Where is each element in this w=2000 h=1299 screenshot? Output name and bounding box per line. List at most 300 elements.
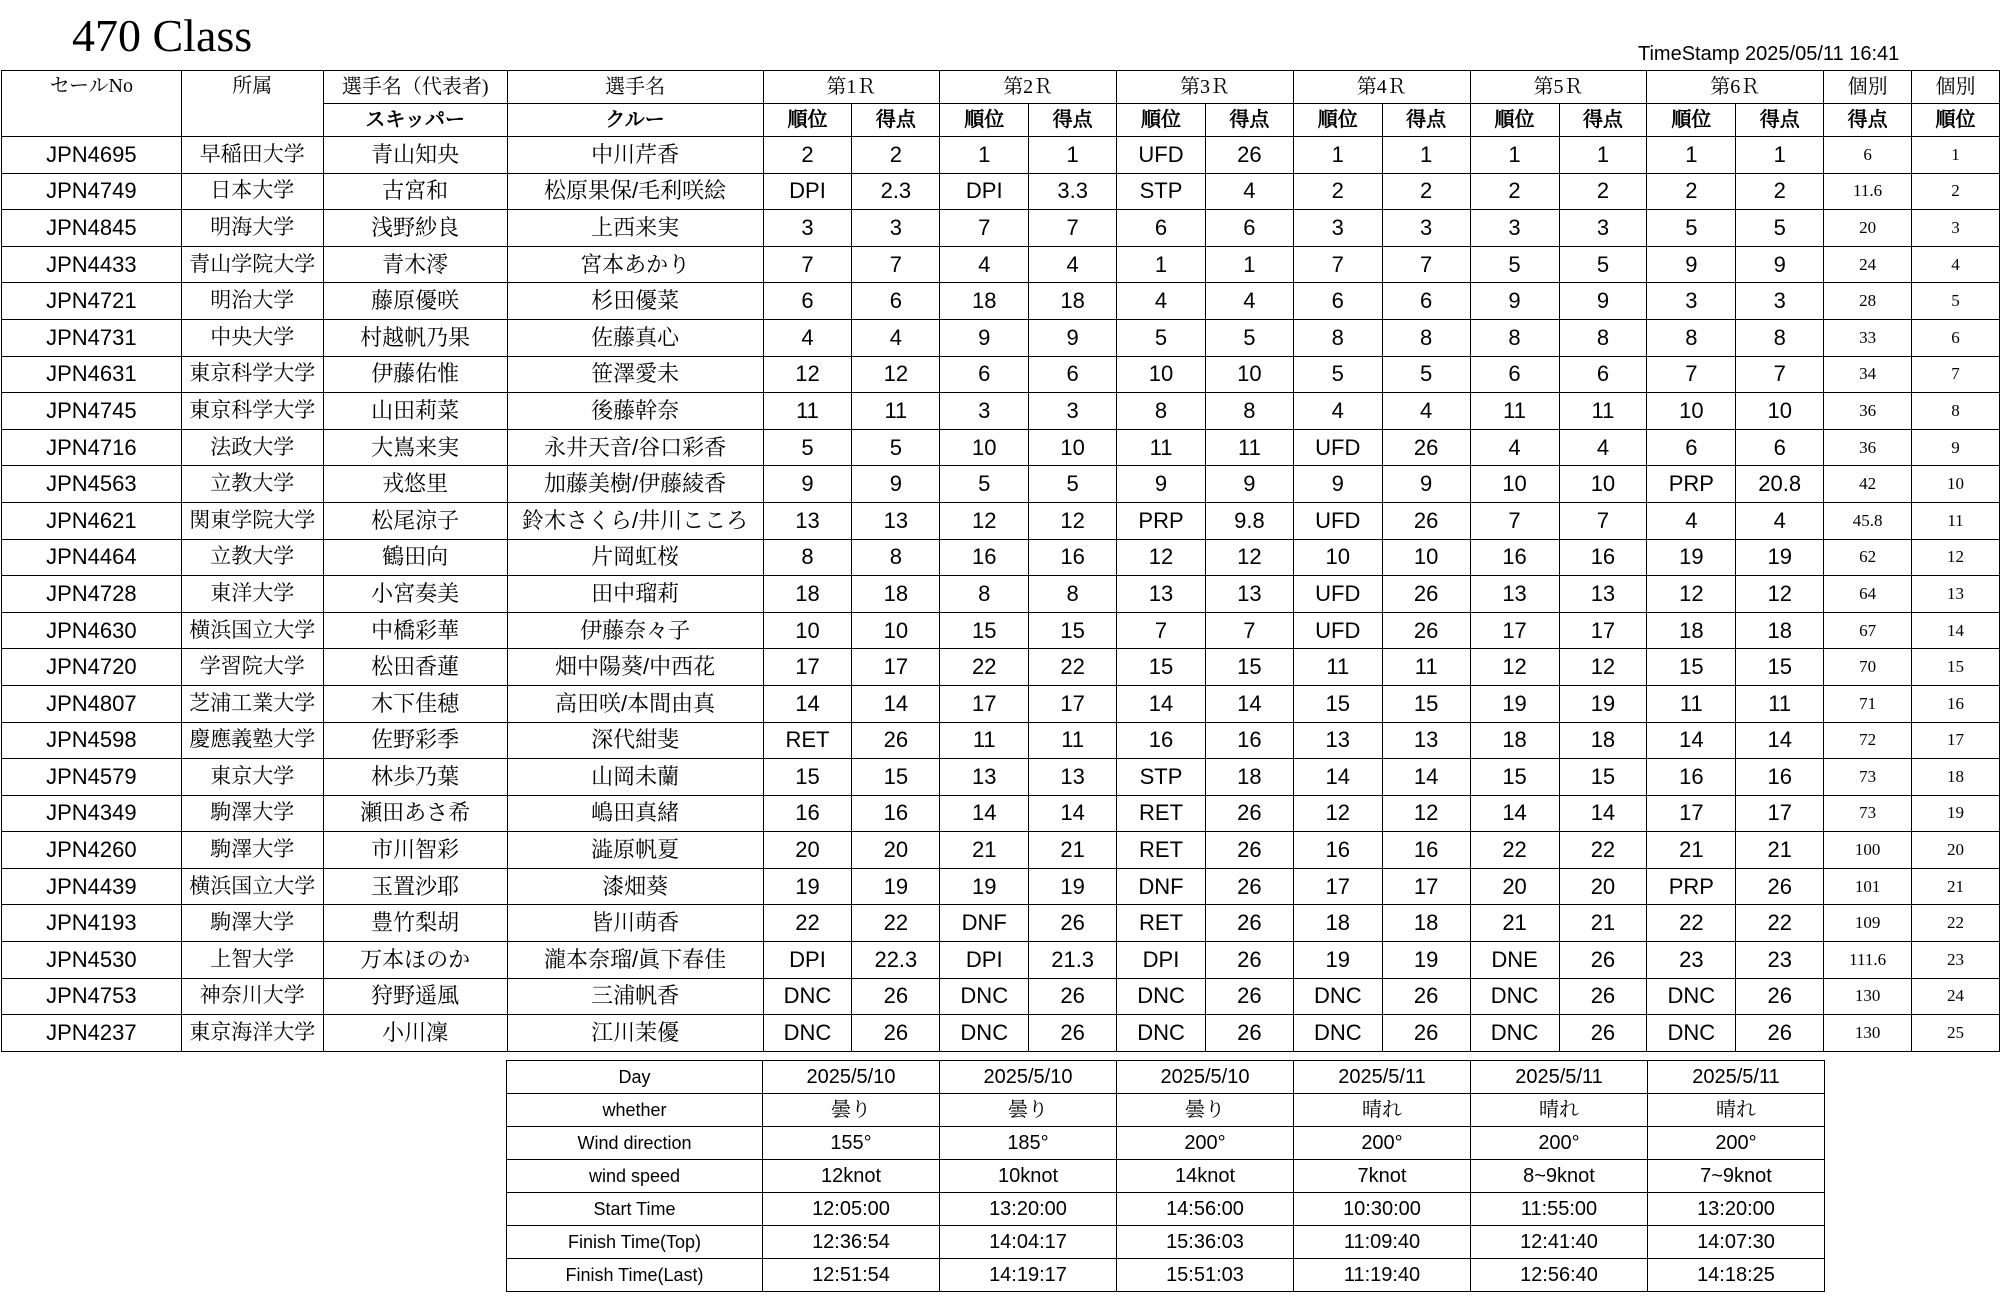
condition-race-6-value: 7~9knot	[1648, 1160, 1825, 1193]
header-points: 得点	[1736, 104, 1824, 137]
condition-race-5-value: 12:56:40	[1471, 1259, 1648, 1292]
race-1-points-cell: 13	[852, 502, 940, 539]
race-3-points-cell: 12	[1205, 539, 1293, 576]
race-1-rank-cell: 4	[763, 319, 852, 356]
affiliation-cell: 東京科学大学	[181, 393, 323, 430]
condition-row	[507, 1193, 1825, 1226]
table-row	[2, 576, 2000, 613]
total-points-cell: 71	[1824, 685, 1912, 722]
table-row	[2, 246, 2000, 283]
race-6-points-cell: 1	[1736, 137, 1824, 174]
race-5-rank-cell: 3	[1470, 210, 1559, 247]
race-6-rank-cell: 1	[1647, 137, 1736, 174]
race-2-points-cell: 3	[1029, 393, 1117, 430]
affiliation-cell: 駒澤大学	[181, 795, 323, 832]
affiliation-cell: 早稲田大学	[181, 137, 323, 174]
condition-race-6-value: 2025/5/11	[1648, 1061, 1825, 1094]
total-points-cell: 28	[1824, 283, 1912, 320]
race-5-rank-cell: 19	[1470, 685, 1559, 722]
race-6-points-cell: 11	[1736, 685, 1824, 722]
crew-cell: 嶋田真緒	[507, 795, 763, 832]
race-2-rank-cell: 9	[940, 319, 1029, 356]
table-row	[2, 722, 2000, 759]
race-4-points-cell: 11	[1382, 649, 1470, 686]
place-cell: 6	[1912, 319, 2000, 356]
affiliation-cell: 神奈川大学	[181, 978, 323, 1015]
crew-cell: 江川茉優	[507, 1015, 763, 1052]
results-body	[2, 137, 2000, 1052]
race-2-rank-cell: 10	[940, 429, 1029, 466]
total-points-cell: 20	[1824, 210, 1912, 247]
race-4-rank-cell: 5	[1293, 356, 1382, 393]
race-3-rank-cell: STP	[1117, 759, 1206, 796]
race-3-rank-cell: PRP	[1117, 502, 1206, 539]
race-4-rank-cell: 3	[1293, 210, 1382, 247]
skipper-cell: 狩野遥風	[323, 978, 507, 1015]
race-5-points-cell: 13	[1559, 576, 1647, 613]
header-indiv-rank-bottom: 順位	[1912, 104, 2000, 137]
race-6-rank-cell: 3	[1647, 283, 1736, 320]
race-6-rank-cell: 17	[1647, 795, 1736, 832]
race-1-points-cell: 8	[852, 539, 940, 576]
crew-cell: 中川芹香	[507, 137, 763, 174]
table-row	[2, 173, 2000, 210]
table-row	[2, 649, 2000, 686]
race-3-rank-cell: 14	[1117, 685, 1206, 722]
race-5-rank-cell: 12	[1470, 649, 1559, 686]
race-3-points-cell: 26	[1205, 978, 1293, 1015]
race-4-points-cell: 7	[1382, 246, 1470, 283]
race-3-rank-cell: 6	[1117, 210, 1206, 247]
race-2-rank-cell: DNF	[940, 905, 1029, 942]
crew-cell: 上西来実	[507, 210, 763, 247]
sail-no-cell: JPN4716	[2, 429, 182, 466]
race-3-points-cell: 1	[1205, 246, 1293, 283]
race-2-rank-cell: 8	[940, 576, 1029, 613]
race-1-points-cell: 26	[852, 978, 940, 1015]
race-4-rank-cell: 19	[1293, 942, 1382, 979]
total-points-cell: 42	[1824, 466, 1912, 503]
header-rank: 順位	[1470, 104, 1559, 137]
race-3-rank-cell: 13	[1117, 576, 1206, 613]
condition-race-6-value: 13:20:00	[1648, 1193, 1825, 1226]
condition-race-2-value: 185°	[940, 1127, 1117, 1160]
condition-race-2-value: 2025/5/10	[940, 1061, 1117, 1094]
race-6-rank-cell: 11	[1647, 685, 1736, 722]
race-1-rank-cell: 6	[763, 283, 852, 320]
affiliation-cell: 上智大学	[181, 942, 323, 979]
race-1-points-cell: 15	[852, 759, 940, 796]
race-5-points-cell: 7	[1559, 502, 1647, 539]
total-points-cell: 130	[1824, 1015, 1912, 1052]
place-cell: 21	[1912, 868, 2000, 905]
table-row	[2, 502, 2000, 539]
sail-no-cell: JPN4579	[2, 759, 182, 796]
skipper-cell: 瀬田あさ希	[323, 795, 507, 832]
sail-no-cell: JPN4237	[2, 1015, 182, 1052]
header-skipper-top: 選手名（代表者)	[323, 71, 507, 104]
place-cell: 17	[1912, 722, 2000, 759]
header-indiv-points-bottom: 得点	[1824, 104, 1912, 137]
race-6-rank-cell: 7	[1647, 356, 1736, 393]
race-5-rank-cell: 17	[1470, 612, 1559, 649]
sail-no-cell: JPN4749	[2, 173, 182, 210]
race-4-rank-cell: DNC	[1293, 978, 1382, 1015]
affiliation-cell: 日本大学	[181, 173, 323, 210]
race-2-points-cell: 26	[1029, 905, 1117, 942]
race-5-points-cell: 18	[1559, 722, 1647, 759]
race-5-rank-cell: 7	[1470, 502, 1559, 539]
race-6-rank-cell: PRP	[1647, 868, 1736, 905]
race-1-points-cell: 22	[852, 905, 940, 942]
sail-no-cell: JPN4695	[2, 137, 182, 174]
race-1-points-cell: 2	[852, 137, 940, 174]
condition-race-1-value: 12:51:54	[763, 1259, 940, 1292]
sail-no-cell: JPN4721	[2, 283, 182, 320]
condition-row	[507, 1259, 1825, 1292]
skipper-cell: 村越帆乃果	[323, 319, 507, 356]
race-3-rank-cell: STP	[1117, 173, 1206, 210]
race-6-rank-cell: 5	[1647, 210, 1736, 247]
race-5-points-cell: 9	[1559, 283, 1647, 320]
race-6-points-cell: 6	[1736, 429, 1824, 466]
race-3-points-cell: 9	[1205, 466, 1293, 503]
race-5-rank-cell: 20	[1470, 868, 1559, 905]
race-3-rank-cell: RET	[1117, 832, 1206, 869]
race-4-rank-cell: 7	[1293, 246, 1382, 283]
total-points-cell: 101	[1824, 868, 1912, 905]
race-4-points-cell: 15	[1382, 685, 1470, 722]
race-1-points-cell: 22.3	[852, 942, 940, 979]
race-1-rank-cell: 2	[763, 137, 852, 174]
crew-cell: 畑中陽葵/中西花	[507, 649, 763, 686]
race-5-rank-cell: DNE	[1470, 942, 1559, 979]
table-row	[2, 393, 2000, 430]
place-cell: 7	[1912, 356, 2000, 393]
place-cell: 9	[1912, 429, 2000, 466]
place-cell: 16	[1912, 685, 2000, 722]
header-race-4: 第4Ｒ	[1293, 71, 1470, 104]
table-row	[2, 137, 2000, 174]
race-5-points-cell: 21	[1559, 905, 1647, 942]
race-3-rank-cell: 5	[1117, 319, 1206, 356]
condition-label: Finish Time(Last)	[507, 1259, 763, 1292]
place-cell: 25	[1912, 1015, 2000, 1052]
race-2-points-cell: 16	[1029, 539, 1117, 576]
condition-race-6-value: 14:18:25	[1648, 1259, 1825, 1292]
condition-race-4-value: 2025/5/11	[1294, 1061, 1471, 1094]
race-1-rank-cell: DPI	[763, 942, 852, 979]
header-race-3: 第3Ｒ	[1117, 71, 1294, 104]
race-4-rank-cell: 1	[1293, 137, 1382, 174]
race-4-rank-cell: 16	[1293, 832, 1382, 869]
crew-cell: 永井天音/谷口彩香	[507, 429, 763, 466]
header-race-6: 第6Ｒ	[1647, 71, 1824, 104]
race-2-points-cell: 12	[1029, 502, 1117, 539]
race-4-rank-cell: 6	[1293, 283, 1382, 320]
affiliation-cell: 東京海洋大学	[181, 1015, 323, 1052]
race-1-points-cell: 7	[852, 246, 940, 283]
race-1-rank-cell: 8	[763, 539, 852, 576]
sail-no-cell: JPN4807	[2, 685, 182, 722]
race-2-rank-cell: 12	[940, 502, 1029, 539]
race-3-rank-cell: 10	[1117, 356, 1206, 393]
condition-race-1-value: 12:36:54	[763, 1226, 940, 1259]
affiliation-cell: 法政大学	[181, 429, 323, 466]
race-5-points-cell: 16	[1559, 539, 1647, 576]
race-2-points-cell: 7	[1029, 210, 1117, 247]
table-row	[2, 685, 2000, 722]
place-cell: 24	[1912, 978, 2000, 1015]
race-1-points-cell: 11	[852, 393, 940, 430]
sail-no-cell: JPN4728	[2, 576, 182, 613]
skipper-cell: 松尾涼子	[323, 502, 507, 539]
condition-race-5-value: 晴れ	[1471, 1094, 1648, 1127]
condition-row	[507, 1226, 1825, 1259]
race-1-points-cell: 19	[852, 868, 940, 905]
condition-race-1-value: 155°	[763, 1127, 940, 1160]
skipper-cell: 林歩乃葉	[323, 759, 507, 796]
race-3-points-cell: 26	[1205, 905, 1293, 942]
race-1-points-cell: 17	[852, 649, 940, 686]
race-6-points-cell: 12	[1736, 576, 1824, 613]
condition-label: wind speed	[507, 1160, 763, 1193]
race-2-points-cell: 15	[1029, 612, 1117, 649]
race-4-rank-cell: UFD	[1293, 612, 1382, 649]
race-5-points-cell: 4	[1559, 429, 1647, 466]
race-6-points-cell: 10	[1736, 393, 1824, 430]
table-row	[2, 466, 2000, 503]
race-3-points-cell: 26	[1205, 832, 1293, 869]
affiliation-cell: 駒澤大学	[181, 905, 323, 942]
skipper-cell: 万本ほのか	[323, 942, 507, 979]
condition-race-3-value: 2025/5/10	[1117, 1061, 1294, 1094]
race-2-points-cell: 9	[1029, 319, 1117, 356]
condition-race-3-value: 曇り	[1117, 1094, 1294, 1127]
race-6-rank-cell: 6	[1647, 429, 1736, 466]
race-5-rank-cell: 2	[1470, 173, 1559, 210]
sail-no-cell: JPN4260	[2, 832, 182, 869]
table-row	[2, 942, 2000, 979]
race-5-points-cell: 11	[1559, 393, 1647, 430]
crew-cell: 宮本あかり	[507, 246, 763, 283]
race-4-points-cell: 3	[1382, 210, 1470, 247]
crew-cell: 片岡虹桜	[507, 539, 763, 576]
affiliation-cell: 東京大学	[181, 759, 323, 796]
race-1-points-cell: 20	[852, 832, 940, 869]
race-2-points-cell: 5	[1029, 466, 1117, 503]
place-cell: 11	[1912, 502, 2000, 539]
race-4-points-cell: 26	[1382, 502, 1470, 539]
race-6-rank-cell: 9	[1647, 246, 1736, 283]
race-3-rank-cell: RET	[1117, 905, 1206, 942]
header-rank: 順位	[1117, 104, 1206, 137]
total-points-cell: 130	[1824, 978, 1912, 1015]
condition-race-3-value: 15:36:03	[1117, 1226, 1294, 1259]
total-points-cell: 70	[1824, 649, 1912, 686]
condition-race-3-value: 14:56:00	[1117, 1193, 1294, 1226]
race-3-points-cell: 7	[1205, 612, 1293, 649]
race-6-points-cell: 5	[1736, 210, 1824, 247]
race-6-rank-cell: 21	[1647, 832, 1736, 869]
race-1-points-cell: 26	[852, 722, 940, 759]
place-cell: 13	[1912, 576, 2000, 613]
condition-race-1-value: 曇り	[763, 1094, 940, 1127]
crew-cell: 澁原帆夏	[507, 832, 763, 869]
race-4-points-cell: 26	[1382, 576, 1470, 613]
race-4-rank-cell: 9	[1293, 466, 1382, 503]
race-6-points-cell: 22	[1736, 905, 1824, 942]
race-4-points-cell: 2	[1382, 173, 1470, 210]
race-6-rank-cell: 12	[1647, 576, 1736, 613]
race-2-points-cell: 26	[1029, 978, 1117, 1015]
total-points-cell: 33	[1824, 319, 1912, 356]
condition-race-5-value: 200°	[1471, 1127, 1648, 1160]
race-3-rank-cell: UFD	[1117, 137, 1206, 174]
condition-race-4-value: 10:30:00	[1294, 1193, 1471, 1226]
race-4-points-cell: 19	[1382, 942, 1470, 979]
race-2-rank-cell: 1	[940, 137, 1029, 174]
race-conditions-table	[506, 1060, 1825, 1292]
crew-cell: 加藤美樹/伊藤綾香	[507, 466, 763, 503]
race-5-rank-cell: 14	[1470, 795, 1559, 832]
race-4-rank-cell: 10	[1293, 539, 1382, 576]
place-cell: 8	[1912, 393, 2000, 430]
race-5-rank-cell: 9	[1470, 283, 1559, 320]
race-4-rank-cell: 12	[1293, 795, 1382, 832]
race-6-points-cell: 17	[1736, 795, 1824, 832]
race-1-rank-cell: 9	[763, 466, 852, 503]
header-race-5: 第5Ｒ	[1470, 71, 1647, 104]
race-3-points-cell: 6	[1205, 210, 1293, 247]
race-1-points-cell: 26	[852, 1015, 940, 1052]
affiliation-cell: 学習院大学	[181, 649, 323, 686]
race-5-points-cell: 26	[1559, 1015, 1647, 1052]
crew-cell: 高田咲/本間由真	[507, 685, 763, 722]
total-points-cell: 67	[1824, 612, 1912, 649]
header-rank: 順位	[940, 104, 1029, 137]
affiliation-cell: 横浜国立大学	[181, 612, 323, 649]
race-2-points-cell: 21	[1029, 832, 1117, 869]
race-3-rank-cell: 7	[1117, 612, 1206, 649]
condition-race-4-value: 晴れ	[1294, 1094, 1471, 1127]
race-6-rank-cell: 8	[1647, 319, 1736, 356]
condition-row	[507, 1061, 1825, 1094]
race-5-rank-cell: 5	[1470, 246, 1559, 283]
race-3-points-cell: 4	[1205, 173, 1293, 210]
sail-no-cell: JPN4193	[2, 905, 182, 942]
race-2-points-cell: 10	[1029, 429, 1117, 466]
race-3-points-cell: 18	[1205, 759, 1293, 796]
header-race-1: 第1Ｒ	[763, 71, 940, 104]
race-6-points-cell: 15	[1736, 649, 1824, 686]
affiliation-cell: 青山学院大学	[181, 246, 323, 283]
race-4-points-cell: 13	[1382, 722, 1470, 759]
race-6-points-cell: 19	[1736, 539, 1824, 576]
table-row	[2, 795, 2000, 832]
condition-label: Wind direction	[507, 1127, 763, 1160]
race-5-points-cell: 12	[1559, 649, 1647, 686]
race-2-rank-cell: 21	[940, 832, 1029, 869]
place-cell: 3	[1912, 210, 2000, 247]
affiliation-cell: 東京科学大学	[181, 356, 323, 393]
race-3-rank-cell: RET	[1117, 795, 1206, 832]
table-row	[2, 1015, 2000, 1052]
race-4-points-cell: 26	[1382, 612, 1470, 649]
race-5-points-cell: 6	[1559, 356, 1647, 393]
total-points-cell: 72	[1824, 722, 1912, 759]
race-4-points-cell: 10	[1382, 539, 1470, 576]
header-rank: 順位	[1647, 104, 1736, 137]
skipper-cell: 古宮和	[323, 173, 507, 210]
total-points-cell: 36	[1824, 393, 1912, 430]
condition-race-5-value: 11:55:00	[1471, 1193, 1648, 1226]
sail-no-cell: JPN4621	[2, 502, 182, 539]
race-4-points-cell: 17	[1382, 868, 1470, 905]
crew-cell: 鈴木さくら/井川こころ	[507, 502, 763, 539]
race-4-rank-cell: 17	[1293, 868, 1382, 905]
condition-race-4-value: 11:19:40	[1294, 1259, 1471, 1292]
table-row	[2, 759, 2000, 796]
race-2-points-cell: 26	[1029, 1015, 1117, 1052]
race-5-points-cell: 20	[1559, 868, 1647, 905]
race-6-rank-cell: 23	[1647, 942, 1736, 979]
race-5-points-cell: 10	[1559, 466, 1647, 503]
race-3-points-cell: 26	[1205, 1015, 1293, 1052]
race-3-points-cell: 15	[1205, 649, 1293, 686]
race-1-points-cell: 6	[852, 283, 940, 320]
race-3-points-cell: 9.8	[1205, 502, 1293, 539]
race-1-rank-cell: 16	[763, 795, 852, 832]
race-6-points-cell: 16	[1736, 759, 1824, 796]
race-4-rank-cell: UFD	[1293, 429, 1382, 466]
race-4-points-cell: 1	[1382, 137, 1470, 174]
race-1-rank-cell: 14	[763, 685, 852, 722]
race-6-rank-cell: 14	[1647, 722, 1736, 759]
sail-no-cell: JPN4630	[2, 612, 182, 649]
crew-cell: 山岡未蘭	[507, 759, 763, 796]
table-row	[2, 905, 2000, 942]
skipper-cell: 小川凜	[323, 1015, 507, 1052]
race-6-points-cell: 21	[1736, 832, 1824, 869]
race-1-rank-cell: 22	[763, 905, 852, 942]
race-2-points-cell: 18	[1029, 283, 1117, 320]
race-3-points-cell: 11	[1205, 429, 1293, 466]
sail-no-cell: JPN4439	[2, 868, 182, 905]
race-6-rank-cell: 18	[1647, 612, 1736, 649]
race-1-rank-cell: RET	[763, 722, 852, 759]
race-3-rank-cell: 4	[1117, 283, 1206, 320]
race-4-rank-cell: 8	[1293, 319, 1382, 356]
results-header	[2, 71, 2000, 137]
race-3-points-cell: 13	[1205, 576, 1293, 613]
race-4-points-cell: 6	[1382, 283, 1470, 320]
race-5-rank-cell: 18	[1470, 722, 1559, 759]
sail-no-cell: JPN4745	[2, 393, 182, 430]
race-2-rank-cell: 13	[940, 759, 1029, 796]
sail-no-cell: JPN4845	[2, 210, 182, 247]
race-6-rank-cell: DNC	[1647, 978, 1736, 1015]
skipper-cell: 玉置沙耶	[323, 868, 507, 905]
affiliation-cell: 関東学院大学	[181, 502, 323, 539]
race-2-points-cell: 6	[1029, 356, 1117, 393]
race-1-points-cell: 2.3	[852, 173, 940, 210]
condition-race-4-value: 200°	[1294, 1127, 1471, 1160]
race-5-rank-cell: 10	[1470, 466, 1559, 503]
race-1-rank-cell: 3	[763, 210, 852, 247]
race-5-rank-cell: 6	[1470, 356, 1559, 393]
race-1-rank-cell: 15	[763, 759, 852, 796]
